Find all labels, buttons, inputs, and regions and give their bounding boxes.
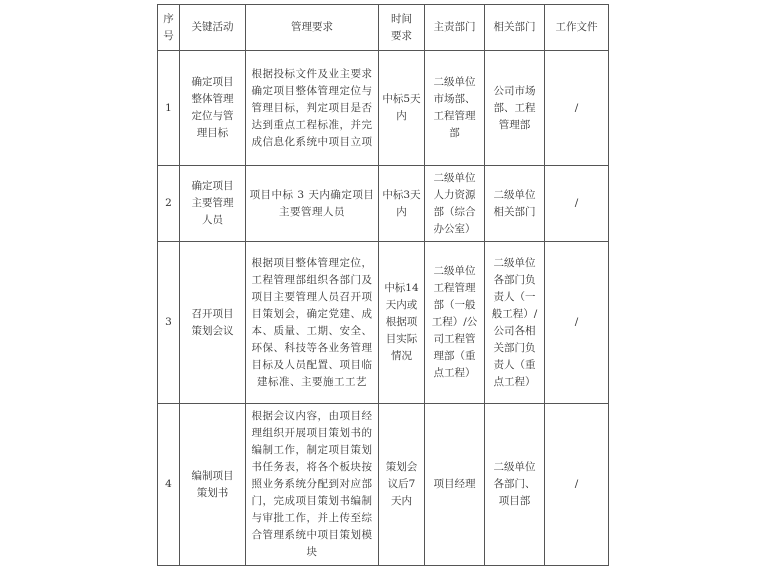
cell-related: 二级单位各部门负责人（一般工程）/公司各相关部门负责人（重点工程） [485,242,545,404]
cell-owner: 二级单位市场部、工程管理部 [425,51,485,166]
cell-requirement: 根据会议内容，由项目经理组织开展项目策划书的编制工作，制定项目策划书任务表，将各个板块按照业务系统分配到对应部门，完成项目策划书编制与审批工作，并上传至综合管理系统中项目策划模块 [246,404,379,566]
cell-time: 中标5天内 [379,51,425,166]
cell-related: 二级单位各部门、项目部 [485,404,545,566]
cell-related: 公司市场部、工程管理部 [485,51,545,166]
cell-requirement: 根据项目整体管理定位，工程管理部组织各部门及项目主要管理人员召开项目策划会，确定党建、成本、质量、工期、安全、环保、科技等各业务管理目标及人员配置、项目临建标准、主要施工工艺 [246,242,379,404]
cell-activity: 确定项目整体管理定位与管理目标 [180,51,246,166]
cell-owner: 二级单位工程管理部（一般工程）/公司工程管理部（重点工程） [425,242,485,404]
cell-time: 中标14天内或根据项目实际情况 [379,242,425,404]
table-row [158,166,609,242]
cell-seq: 4 [158,404,180,566]
table-row [158,242,609,404]
cell-time: 策划会议后7天内 [379,404,425,566]
cell-requirement: 根据投标文件及业主要求确定项目整体管理定位与管理目标，判定项目是否达到重点工程标准，并完成信息化系统中项目立项 [246,51,379,166]
table-row [158,404,609,566]
project-planning-table [157,4,609,566]
cell-requirement: 项目中标 3 天内确定项目主要管理人员 [246,166,379,242]
cell-activity: 编制项目策划书 [180,404,246,566]
header-requirement: 管理要求 [246,5,379,51]
cell-docs: / [545,404,609,566]
cell-docs: / [545,242,609,404]
header-related: 相关部门 [485,5,545,51]
cell-owner: 项目经理 [425,404,485,566]
cell-docs: / [545,166,609,242]
cell-seq: 1 [158,51,180,166]
header-docs: 工作文件 [545,5,609,51]
cell-activity: 确定项目主要管理人员 [180,166,246,242]
cell-time: 中标3天内 [379,166,425,242]
header-time: 时间要求 [379,5,425,51]
header-activity: 关键活动 [180,5,246,51]
cell-owner: 二级单位人力资源部（综合办公室） [425,166,485,242]
header-seq: 序号 [158,5,180,51]
cell-activity: 召开项目策划会议 [180,242,246,404]
table-header-row [158,5,609,51]
table-row [158,51,609,166]
header-owner: 主责部门 [425,5,485,51]
cell-docs: / [545,51,609,166]
cell-seq: 3 [158,242,180,404]
cell-seq: 2 [158,166,180,242]
cell-related: 二级单位相关部门 [485,166,545,242]
